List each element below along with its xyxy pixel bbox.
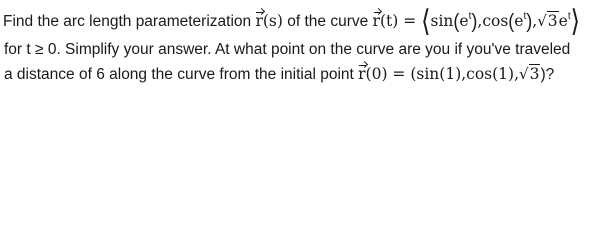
- square-root-3-b: [519, 64, 540, 85]
- initial-point-expression: (0) = (sin(1),cos(1),: [365, 65, 520, 83]
- vector-r-symbol-3: r: [358, 65, 366, 83]
- open-angle-bracket: ⟨: [421, 4, 431, 39]
- exp-base-2: e: [514, 12, 524, 30]
- exp-base-3: e: [558, 12, 568, 30]
- radical-sign-icon: √: [537, 12, 547, 30]
- square-root-3: [537, 11, 558, 32]
- problem-line-3: [4, 64, 554, 85]
- curve-connector-text: of the curve: [282, 13, 373, 30]
- vector-r-symbol-2: r: [372, 12, 380, 30]
- problem-intro-text: Find the arc length parameterization: [3, 13, 256, 30]
- radicand: 3: [547, 12, 558, 30]
- domain-and-question-text: for t ≥ 0. Simplify your answer. At what point on the curve are you if you've traveled: [4, 41, 571, 58]
- paren-open-2: (: [508, 9, 515, 33]
- vector-r-symbol: r: [255, 12, 263, 30]
- exp-base-1: e: [459, 12, 469, 30]
- paren-close-2: ): [526, 9, 533, 33]
- question-tail: )?: [540, 66, 555, 83]
- comma-1: ,: [477, 12, 483, 30]
- distance-question-text: a distance of 6 along the curve from the initial point: [4, 66, 359, 83]
- problem-line-2: [4, 40, 570, 60]
- radical-sign-icon-2: √: [519, 65, 529, 83]
- close-angle-bracket: ⟩: [570, 4, 580, 39]
- paren-close-1: ): [471, 9, 478, 33]
- exp-power-2: t: [523, 11, 527, 22]
- problem-line-1: [0, 4, 580, 39]
- exp-power-1: t: [468, 11, 472, 22]
- r-of-t-argument: (t): [379, 12, 399, 30]
- r-of-s-argument: (s): [262, 12, 283, 30]
- equals-sign: =: [398, 12, 422, 30]
- sin-function: sin: [430, 12, 454, 30]
- comma-2: ,: [532, 12, 538, 30]
- radicand-2: 3: [529, 65, 540, 83]
- exp-power-3: t: [567, 11, 571, 22]
- cos-function: cos: [482, 12, 509, 30]
- paren-open-1: (: [453, 9, 460, 33]
